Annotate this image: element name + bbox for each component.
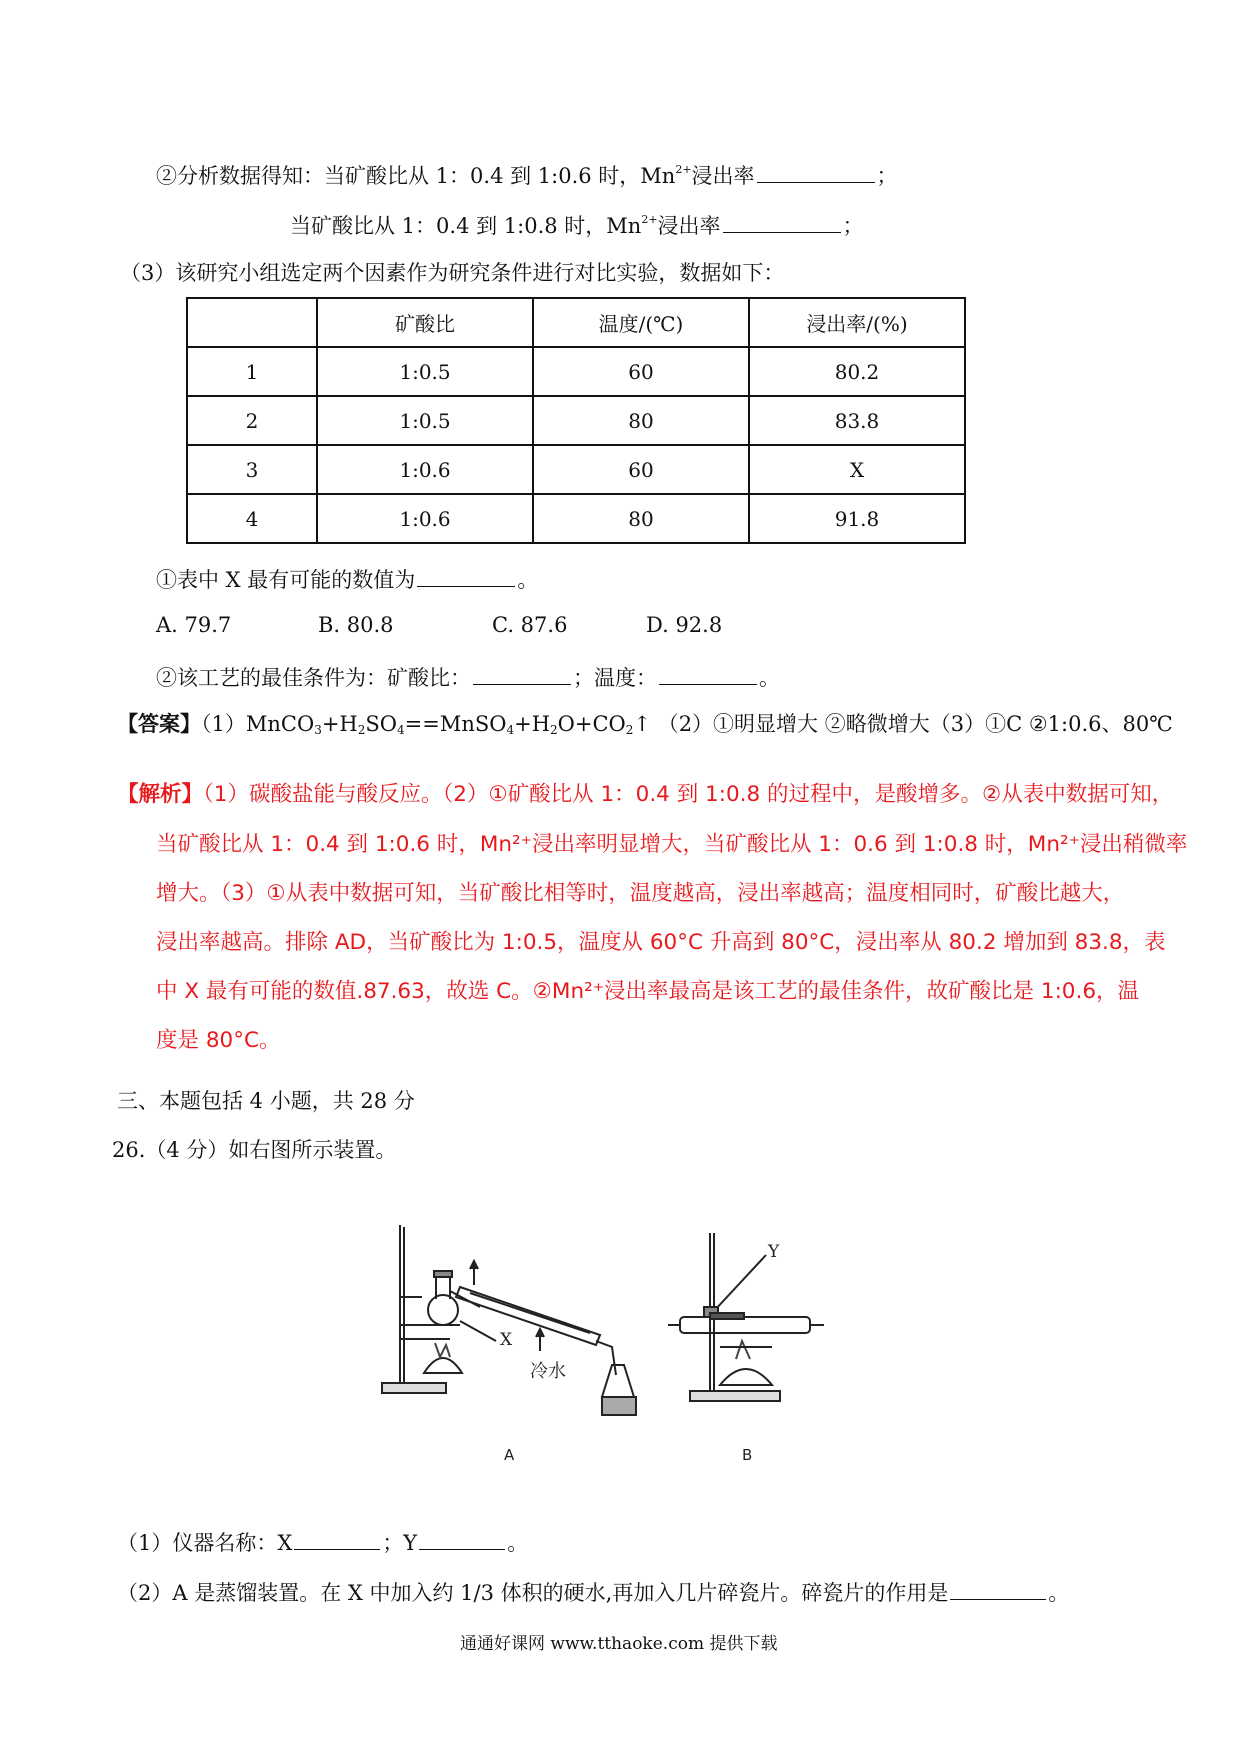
q26-sub1 — [117, 1528, 528, 1556]
charge-sup: 2+ — [641, 213, 658, 226]
answer-blank[interactable] — [417, 565, 515, 587]
table-cell: 60 — [533, 445, 749, 494]
subscript: 2 — [625, 723, 634, 737]
answer-text: （1）MnCO — [201, 712, 315, 736]
q26-sub1-mid: ；Y — [382, 1531, 418, 1555]
analysis-text: （1）碳酸盐能与酸反应。（2）①矿酸比从 1：0.4 到 1:0.8 的过程中，是酸增多。②从表中数据可知， — [203, 782, 1174, 807]
table-cell: 80 — [533, 494, 749, 543]
q3-sub2-text1: ②该工艺的最佳条件为：矿酸比： — [156, 666, 471, 690]
q3-sub1-end: 。 — [517, 568, 539, 592]
table-cell: 3 — [187, 445, 317, 494]
label-x: X — [500, 1330, 513, 1350]
subscript: 4 — [397, 723, 405, 737]
table-row — [187, 445, 965, 494]
option-b: B. 80.8 — [318, 613, 394, 637]
subscript: 2 — [550, 723, 558, 737]
answer-blank[interactable] — [659, 663, 757, 685]
q26-sub2 — [117, 1578, 1069, 1606]
q26-sub1-end: 。 — [507, 1531, 529, 1555]
option-c: C. 87.6 — [492, 613, 568, 637]
table-cell: 60 — [533, 347, 749, 396]
answer-label: 【答案】 — [117, 711, 201, 736]
answer-blank[interactable] — [294, 1528, 380, 1550]
analysis-line-4: 浸出率越高。排除 AD，当矿酸比为 1:0.5，温度从 60°C 升高到 80°C，浸出率从 80.2 增加到 83.8，表 — [156, 930, 1166, 955]
table-header-cell: 浸出率/(%) — [749, 298, 965, 347]
answer-line — [117, 711, 1173, 737]
table-row — [187, 396, 965, 445]
distillation-apparatus — [382, 1225, 636, 1415]
answer-text: ↑ （2）①明显增大 ②略微增大（3）①C ②1:0.6、80℃ — [633, 712, 1173, 736]
caption-a: A — [504, 1446, 515, 1464]
q26-sub1-text: （1）仪器名称：X — [117, 1531, 293, 1555]
table-header-cell: 矿酸比 — [317, 298, 533, 347]
answer-text: O+CO — [557, 712, 626, 736]
q3-intro: （3）该研究小组选定两个因素作为研究条件进行对比实验，数据如下： — [120, 261, 785, 285]
q3-sub2-end: 。 — [759, 666, 780, 690]
q3-sub1 — [156, 565, 538, 593]
table-row — [187, 494, 965, 543]
heating-apparatus — [668, 1233, 824, 1401]
section-heading: 三、本题包括 4 小题，共 28 分 — [117, 1089, 415, 1113]
table-cell: X — [749, 445, 965, 494]
apparatus-figure — [380, 1215, 860, 1475]
table-cell: 1:0.5 — [317, 396, 533, 445]
table-row — [187, 347, 965, 396]
option-a: A. 79.7 — [156, 613, 232, 637]
table-header-cell — [187, 298, 317, 347]
q2-line1 — [156, 161, 898, 189]
q2-line1-suffix: 浸出率 — [691, 164, 755, 188]
analysis-line-1 — [117, 782, 1173, 808]
q3-sub2 — [156, 663, 780, 691]
answer-blank[interactable] — [473, 663, 571, 685]
data-table — [186, 297, 966, 544]
page-footer: 通通好课网 www.tthaoke.com 提供下载 — [460, 1634, 778, 1654]
table-cell: 91.8 — [749, 494, 965, 543]
answer-text: ==MnSO — [404, 712, 507, 736]
analysis-line-3: 增大。（3）①从表中数据可知，当矿酸比相等时，温度越高，浸出率越高；温度相同时，矿酸比越大， — [156, 881, 1125, 906]
q26-sub2-text: （2）A 是蒸馏装置。在 X 中加入约 1/3 体积的硬水,再加入几片碎瓷片。碎瓷片的作用是 — [117, 1581, 949, 1605]
table-cell: 83.8 — [749, 396, 965, 445]
analysis-line-6: 度是 80°C。 — [156, 1028, 281, 1053]
subscript: 4 — [506, 723, 515, 737]
q3-sub1-text: ①表中 X 最有可能的数值为 — [156, 568, 416, 592]
answer-blank[interactable] — [950, 1578, 1046, 1600]
table-cell: 2 — [187, 396, 317, 445]
table-header-cell: 温度/(℃) — [533, 298, 749, 347]
q26-title: 26.（4 分）如右图所示装置。 — [112, 1138, 397, 1162]
table-cell: 1:0.6 — [317, 494, 533, 543]
q2-line1-prefix: ②分析数据得知：当矿酸比从 1：0.4 到 1:0.6 时，Mn — [156, 164, 676, 188]
q2-line2-end: ； — [842, 214, 864, 238]
subscript: 2 — [357, 723, 366, 737]
table-cell: 1:0.6 — [317, 445, 533, 494]
table-cell: 80.2 — [749, 347, 965, 396]
answer-text: SO — [365, 712, 397, 736]
q2-line2-suffix: 浸出率 — [657, 214, 721, 238]
q2-line2 — [290, 211, 864, 239]
answer-blank[interactable] — [723, 211, 841, 233]
option-d: D. 92.8 — [646, 613, 723, 637]
analysis-label: 【解析】 — [117, 782, 204, 807]
analysis-line-2: 当矿酸比从 1：0.4 到 1:0.6 时，Mn²⁺浸出率明显增大，当矿酸比从 1：0.6 到 1:0.8 时，Mn²⁺浸出稍微率 — [156, 832, 1188, 857]
table-cell: 1:0.5 — [317, 347, 533, 396]
table-cell: 4 — [187, 494, 317, 543]
answer-text: +H — [514, 712, 551, 736]
subscript: 3 — [314, 723, 322, 737]
table-header-row — [187, 298, 965, 347]
label-cold-water: 冷水 — [530, 1361, 566, 1382]
answer-blank[interactable] — [757, 161, 875, 183]
q2-line1-end: ； — [876, 164, 898, 188]
label-y: Y — [768, 1242, 780, 1262]
q26-sub2-end: 。 — [1048, 1581, 1070, 1605]
table-cell: 80 — [533, 396, 749, 445]
answer-blank[interactable] — [419, 1528, 505, 1550]
table-cell: 1 — [187, 347, 317, 396]
q3-sub2-text2: ；温度： — [573, 666, 657, 690]
caption-b: B — [742, 1446, 753, 1464]
analysis-line-5: 中 X 最有可能的数值.87.63，故选 C。②Mn²⁺浸出率最高是该工艺的最佳条件，故矿酸比是 1:0.6，温 — [156, 979, 1139, 1004]
q2-line2-prefix: 当矿酸比从 1：0.4 到 1:0.8 时，Mn — [290, 214, 642, 238]
answer-text: +H — [321, 712, 358, 736]
charge-sup: 2+ — [675, 163, 692, 176]
